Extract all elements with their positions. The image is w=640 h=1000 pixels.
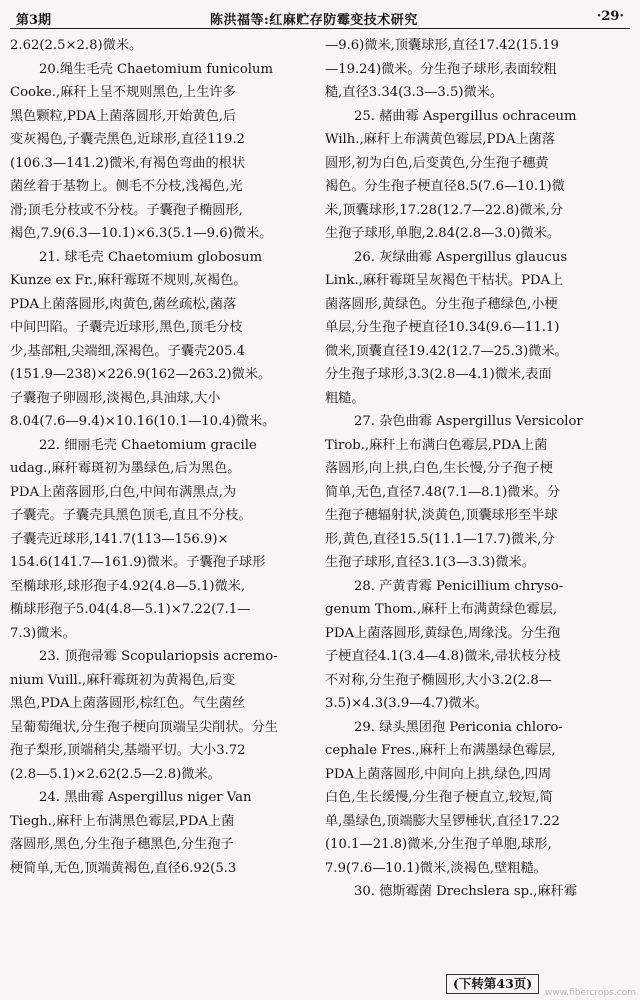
- right-column: [325, 34, 630, 904]
- left-column: [10, 34, 315, 880]
- text-line: 子囊孢子卵圆形,淡褐色,具油球,大小: [10, 390, 221, 406]
- text-line: 褐色,7.9(6.3—10.1)×6.3(5.1—9.6)微米。: [10, 226, 273, 241]
- text-line: 圆形,初为白色,后变黄色,分生孢子穗黄: [325, 155, 549, 171]
- text-line: PDA上菌落圆形,中间向上拱,绿色,四周: [325, 766, 552, 782]
- text-line: 黑色颗粒,PDA上菌落圆形,开始黄色,后: [10, 108, 237, 124]
- text-line: PDA上菌落圆形,黄绿色,周缘浅。分生孢: [325, 625, 561, 641]
- text-line: 生孢子球形,单胞,2.84(2.8—3.0)微米。: [325, 226, 561, 241]
- text-line: PDA上菌落圆形,肉黄色,菌丝疏松,菌落: [10, 296, 237, 312]
- text-line: 微米,顶囊直径19.42(12.7—25.3)微米。: [325, 343, 568, 359]
- text-line: 滑;顶毛分枝或不分枝。子囊孢子椭圆形,: [10, 202, 243, 218]
- text-line: 落圆形,黑色,分生孢子穗黑色,分生孢子: [10, 837, 234, 852]
- text-line: 米,顶囊球形,17.28(12.7—22.8)微米,分: [325, 202, 564, 218]
- continued-note: (下转第43页): [446, 974, 539, 994]
- text-line: 中间凹陷。子囊壳近球形,黑色,顶毛分枝: [10, 320, 243, 335]
- text-line: udag.,麻秆霉斑初为墨绿色,后为黑色。: [10, 461, 241, 476]
- text-line: —9.6)微米,顶囊球形,直径17.42(15.19: [325, 38, 559, 53]
- text-line: 孢子梨形,顶端稍尖,基端平切。大小3.72: [10, 743, 246, 758]
- species-entry-heading: 21. 球毛壳 Chaetomium globosum: [39, 249, 263, 265]
- text-line: genum Thom.,麻秆上布满黄绿色霉层,: [325, 602, 558, 617]
- text-line: PDA上菌落圆形,白色,中间布满黑点,为: [10, 484, 237, 500]
- text-line: 菌丝着于基物上。侧毛不分枝,浅褐色,光: [10, 179, 243, 194]
- text-line: cephale Fres.,麻秆上布满墨绿色霉层,: [325, 743, 556, 758]
- species-entry-heading: 29. 绿头黑团孢 Periconia chloro-: [354, 719, 563, 735]
- text-line: Kunze ex Fr.,麻秆霉斑不规则,灰褐色。: [10, 273, 247, 288]
- text-line: 梗简单,无色,顶端黄褐色,直径6.92(5.3: [10, 860, 237, 876]
- text-line: (10.1—21.8)微米,分生孢子单胞,球形,: [325, 837, 552, 852]
- text-line: 生孢子穗辐射状,淡黄色,顶囊球形至半球: [325, 508, 558, 523]
- text-line: 单层,分生孢子梗直径10.34(9.6—11.1): [325, 320, 560, 335]
- species-entry-heading: 22. 细丽毛壳 Chaetomium gracile: [39, 437, 257, 453]
- text-line: 3.5)×4.3(3.9—4.7)微米。: [325, 696, 489, 711]
- text-line: 单,墨绿色,顶端膨大呈锣棰状,直径17.22: [325, 813, 560, 829]
- text-line: 8.04(7.6—9.4)×10.16(10.1—10.4)微米。: [10, 414, 276, 429]
- text-line: 子囊壳近球形,141.7(113—156.9)×: [10, 531, 229, 547]
- text-line: (151.9—238)×226.9(162—263.2)微米。: [10, 367, 272, 382]
- text-line: 7.9(7.6—10.1)微米,淡褐色,壁粗糙。: [325, 860, 547, 876]
- issue-label: 第3期: [16, 13, 52, 28]
- text-line: 糙,直径3.34(3.3—3.5)微米。: [325, 85, 504, 100]
- text-line: 分生孢子球形,3.3(2.8—4.1)微米,表面: [325, 367, 552, 382]
- text-line: 子囊壳。子囊壳具黑色顶毛,直且不分枝。: [10, 508, 252, 523]
- text-line: 少,基部粗,尖端细,深褐色。子囊壳205.4: [10, 343, 245, 359]
- text-line: 至椭球形,球形孢子4.92(4.8—5.1)微米,: [10, 578, 246, 594]
- text-line: 形,黄色,直径15.5(11.1—17.7)微米,分: [325, 531, 555, 547]
- text-line: Tiegh.,麻秆上布满黑色霉层,PDA上菌: [10, 813, 235, 829]
- text-line: 不对称,分生孢子椭圆形,大小3.2(2.8—: [325, 672, 552, 688]
- watermark: www.fibercrops.com: [545, 988, 636, 998]
- text-line: 7.3)微米。: [10, 625, 76, 641]
- text-line: 粗糙。: [325, 390, 365, 406]
- text-line: nium Vuill.,麻秆霉斑初为黄褐色,后变: [10, 672, 236, 688]
- text-line: 变灰褐色,子囊壳黑色,近球形,直径119.2: [10, 132, 245, 147]
- text-line: (106.3—141.2)微米,有褐色弯曲的根状: [10, 155, 246, 171]
- text-line: 落圆形,向上拱,白色,生长慢,分子孢子梗: [325, 461, 553, 476]
- text-line: 呈葡萄绳状,分生孢子梗向顶端呈尖削状。分生: [10, 719, 278, 735]
- running-title: 陈洪福等:红麻贮存防霉变技术研究: [210, 13, 418, 28]
- text-line: Tirob.,麻秆上布满白色霉层,PDA上菌: [325, 437, 548, 453]
- text-line: 154.6(141.7—161.9)微米。子囊孢子球形: [10, 555, 266, 570]
- species-entry-heading: 20.绳生毛壳 Chaetomium funicolum: [39, 61, 273, 77]
- species-entry-heading: 23. 顶孢帚霉 Scopulariopsis acremo-: [39, 649, 278, 664]
- species-entry-heading: 27. 杂色曲霉 Aspergillus Versicolor: [354, 414, 583, 429]
- text-line: 简单,无色,直径7.48(7.1—8.1)微米。分: [325, 484, 561, 500]
- text-line: 褐色。分生孢子梗直径8.5(7.6—10.1)微: [325, 179, 565, 194]
- text-line: 白色,生长缓慢,分生孢子梗直立,较短,简: [325, 790, 553, 805]
- text-line: —19.24)微米。分生孢子球形,表面较粗: [325, 61, 557, 77]
- text-line: Link.,麻秆霉斑呈灰褐色干枯状。PDA上: [325, 273, 564, 288]
- page-header: [10, 6, 630, 29]
- text-line: Wilh.,麻秆上布满黄色霉层,PDA上菌落: [325, 132, 556, 147]
- text-line: 黑色,PDA上菌落圆形,棕红色。气生菌丝: [10, 696, 246, 711]
- text-line: 子梗直径4.1(3.4—4.8)微米,帚状枝分枝: [325, 649, 561, 664]
- text-line: (2.8—5.1)×2.62(2.5—2.8)微米。: [10, 766, 221, 782]
- text-line: Cooke.,麻秆上呈不规则黑色,上生许多: [10, 85, 236, 100]
- species-entry-heading: 25. 赭曲霉 Aspergillus ochraceum: [354, 108, 577, 124]
- species-entry-heading: 30. 德斯霉菌 Drechslera sp.,麻秆霉: [354, 884, 578, 899]
- species-entry-heading: 28. 产黄青霉 Penicillium chryso-: [354, 578, 564, 594]
- text-line: 生孢子球形,直径3.1(3—3.3)微米。: [325, 555, 535, 570]
- page-number: ·29·: [596, 9, 624, 24]
- text-line: 2.62(2.5×2.8)微米。: [10, 38, 143, 53]
- species-entry-heading: 24. 黑曲霉 Aspergillus niger Van: [39, 790, 252, 805]
- species-entry-heading: 26. 灰绿曲霉 Aspergillus glaucus: [354, 249, 568, 265]
- text-line: 椭球形孢子5.04(4.8—5.1)×7.22(7.1—: [10, 602, 251, 617]
- text-line: 菌落圆形,黄绿色。分生孢子穗绿色,小梗: [325, 296, 558, 312]
